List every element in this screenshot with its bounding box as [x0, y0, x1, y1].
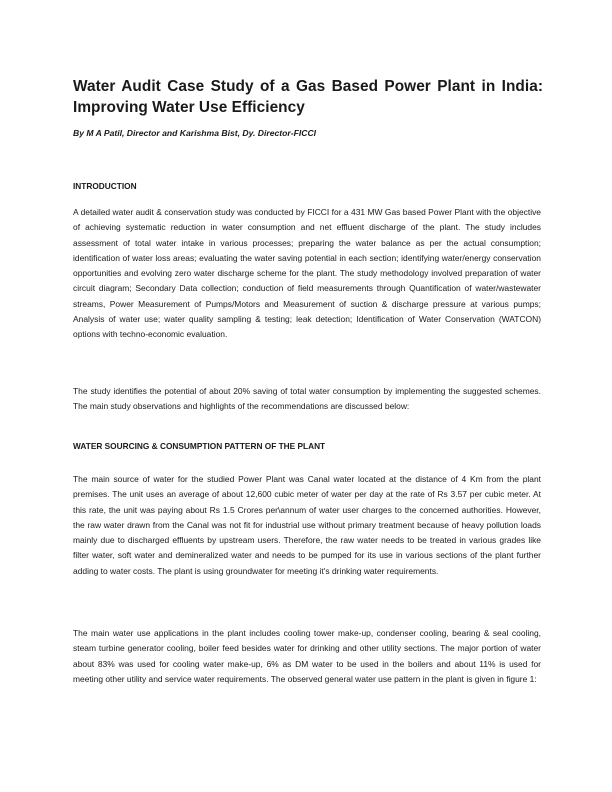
- paper-title: Water Audit Case Study of a Gas Based Power Plant in India: Improving Water Use Efficiency: [73, 78, 543, 116]
- intro-paragraph-1: A detailed water audit & conservation study was conducted by FICCI for a 431 MW Gas based Power Plant with the objective of achieving systematic reduction in water consumption and net effluent discharge of the plant. The study includes assessment of total water intake in various processes; preparing the water balance as per the actual consumption; identification of water loss areas; evaluating the water saving potential in each section; identifying water/energy conservation opportunities and evolving zero water discharge scheme for the plant. The study methodology involved preparation of water circuit diagram; Secondary Data collection; conduction of field measurements through Quantification of water/wastewater streams, Power Measurement of Pumps/Motors and Measurement of suction & discharge pressure at various pumps; Analysis of water use; water quality sampling & testing; leak detection; Identification of Water Conservation (WATCON) options with techno-economic evaluation.: [73, 207, 541, 340]
- intro-paragraph-2: The study identifies the potential of about 20% saving of total water consumption by implementing the suggested schemes. The main study observations and highlights of the recommendations are discussed below:: [73, 386, 541, 412]
- section-heading-introduction: INTRODUCTION: [73, 181, 137, 191]
- sourcing-paragraph-1: The main source of water for the studied Power Plant was Canal water located at the distance of 4 Km from the plant premises. The unit uses an average of about 12,600 cubic meter of water per day at the rate of Rs 3.57 per cubic meter. At this rate, the unit was paying about Rs 1.5 Crores per\annum of water user charges to the concerned authorities. However, the raw water drawn from the Canal was not fit for industrial use without primary treatment because of heavy pollution loads mainly due to discharged effluents by upstream users. Therefore, the raw water needs to be treated in various grades like filter water, soft water and demineralized water and needs to be pumped for its use in various sections of the plant further adding to water costs. The plant is using groundwater for meeting it's drinking water requirements.: [73, 474, 541, 576]
- author-line: By M A Patil, Director and Karishma Bist, Dy. Director-FICCI: [73, 128, 317, 138]
- section-heading-water-sourcing: WATER SOURCING & CONSUMPTION PATTERN OF THE PLANT: [73, 441, 326, 451]
- sourcing-paragraph-2: The main water use applications in the plant includes cooling tower make-up, condenser cooling, bearing & seal cooling, steam turbine generator cooling, boiler feed besides water for drinking and other utility sections. The major portion of water about 83% was used for cooling water make-up, 6% as DM water to be used in the boilers and about 11% is used for meeting other utility and service water requirements. The observed general water use pattern in the plant is given in figure 1:: [73, 628, 541, 684]
